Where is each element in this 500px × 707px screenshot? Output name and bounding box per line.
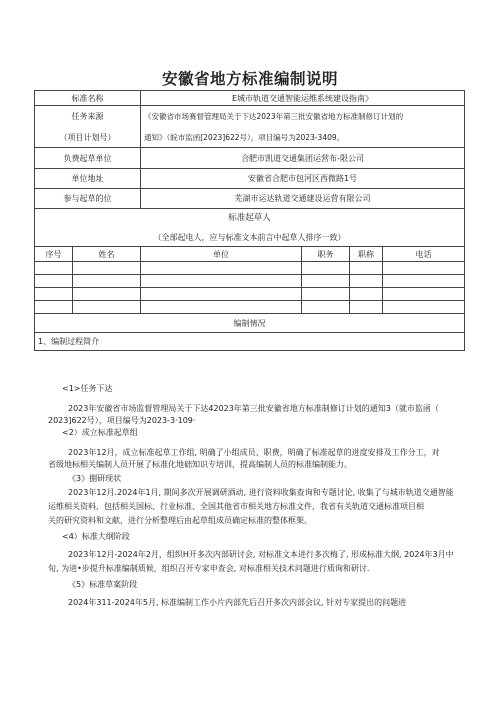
compilation-section-heading: 1、编制过程简介 xyxy=(35,333,465,351)
table-cell xyxy=(141,275,302,288)
table-cell xyxy=(302,301,350,314)
table-cell xyxy=(383,288,465,301)
body-paragraph: 关的研究资料和文献，进行分析整理后由起草组成员确定标准的整体框架。 xyxy=(48,516,312,525)
compilation-title: 编制情况 xyxy=(35,314,465,333)
table-cell xyxy=(35,301,73,314)
drafters-header-cell xyxy=(35,209,465,247)
address-label: 单位地址 xyxy=(35,169,141,189)
table-cell xyxy=(73,262,141,275)
body-paragraph: <4）标准大纲阶段 xyxy=(62,532,130,541)
drafters-note: （全部起电人，应与标准文本前言中起草人排序一致） xyxy=(153,232,346,242)
table-cell xyxy=(73,275,141,288)
table-row xyxy=(35,288,465,301)
task-source-label: 任务来源 xyxy=(71,111,104,121)
body-paragraph: 旬, 为进•步提升标准编制质候，组织召开专家申查会, 对标准相关技术问题进行质询和研讨. xyxy=(48,564,370,573)
body-paragraph: <2）成立标准起草组 xyxy=(62,428,138,437)
standard-name-label: 标准名称 xyxy=(35,91,141,106)
drafter-unit-value: 合肥市凯道交通集团运营布-限公司 xyxy=(141,148,465,169)
table-cell xyxy=(350,288,383,301)
column-header: 职称 xyxy=(350,247,383,262)
column-header: 职务 xyxy=(302,247,350,262)
compilation-body xyxy=(48,383,458,609)
table-cell xyxy=(383,301,465,314)
column-header: 姓名 xyxy=(73,247,141,262)
address-value: 安徽省合肥市包河区西微路1号 xyxy=(141,169,465,189)
table-cell xyxy=(383,275,465,288)
table-cell xyxy=(302,275,350,288)
body-paragraph: 《3》捌研现状 xyxy=(68,474,122,483)
body-paragraph: 运维相关资料，包括相关国标、行业标准、全国其他省市相关地方标准文件，我省有关轨道交通标准项目相 xyxy=(48,502,424,511)
column-header: 单位 xyxy=(141,247,302,262)
column-header: 序号 xyxy=(35,247,73,262)
body-paragraph: <1>任务下达 xyxy=(62,384,113,393)
task-source-line1: 《安徽省市场赛督管理局关于下达2023年第三批安徽省地方标准制修订计划的 xyxy=(144,111,404,121)
standard-info-table xyxy=(34,90,465,351)
table-cell xyxy=(73,288,141,301)
table-cell xyxy=(350,275,383,288)
table-cell xyxy=(35,288,73,301)
body-paragraph: 省级地标相关编制人员开展了标准化地础知识专培训，提高编制人员的标准编制能力。 xyxy=(48,460,352,469)
table-cell xyxy=(35,275,73,288)
table-cell xyxy=(350,301,383,314)
table-cell xyxy=(73,301,141,314)
table-cell xyxy=(141,301,302,314)
table-cell xyxy=(302,288,350,301)
body-paragraph: 2023年12月，成立标准起草工作组, 明确了小组成员、职费，明确了标准起草的进度安排及工作分工，对 xyxy=(68,448,440,457)
drafter-unit-label: 负费起草单位 xyxy=(35,148,141,169)
body-paragraph: 2023]622号），项目编号为2023-3·109· xyxy=(48,416,196,425)
table-cell xyxy=(350,262,383,275)
table-row xyxy=(35,262,465,275)
body-paragraph: 2024年311-2024年5月, 标准编制工作小片内部先后召开多次内部会议, 针对专家提出的问题进 xyxy=(68,598,407,607)
participants-label: 参与起草的位 xyxy=(35,189,141,209)
task-source-label-cell xyxy=(35,106,141,148)
body-paragraph: 2023年12月-2024年2月，组织H开多次内部研讨会, 对标准文本进行多次梅了, 形成标准大纲, 2024年3月中 xyxy=(68,550,454,559)
table-cell xyxy=(383,262,465,275)
drafters-title: 标准起草人 xyxy=(228,212,271,223)
table-cell xyxy=(35,262,73,275)
drafters-columns-row xyxy=(35,247,465,262)
task-source-sub-label: （项目计划号） xyxy=(59,132,116,142)
body-paragraph: 2023年安徽省市场监督管理局关于下达42023年第三批安徽省地方标准制修订计划的通知3（就市监函（ xyxy=(68,404,439,413)
document-title: 安徽省地方标准编制说明 xyxy=(161,70,338,88)
table-row xyxy=(35,301,465,314)
column-header: 电话 xyxy=(383,247,465,262)
table-cell xyxy=(141,288,302,301)
task-source-line2: 通知》（皖市监函[2023]622号），项目编号为2023-3409。 xyxy=(144,132,345,142)
table-row xyxy=(35,275,465,288)
table-cell xyxy=(141,262,302,275)
standard-name-value: E城市轨道交通智能运维系统建设指南》 xyxy=(141,91,465,106)
body-paragraph: 2023年12月.2024年1月, 期间多次开展调研酒动, 进行资料收集查询和专题讨论, 收集了与城市轨道交通智能 xyxy=(68,488,454,497)
participants-value: 芜湖市运达轨道交通建设运营有限公司 xyxy=(141,189,465,209)
table-cell xyxy=(302,262,350,275)
task-source-value-cell xyxy=(141,106,465,148)
body-paragraph: 《5》标准草案阶段 xyxy=(68,580,138,589)
